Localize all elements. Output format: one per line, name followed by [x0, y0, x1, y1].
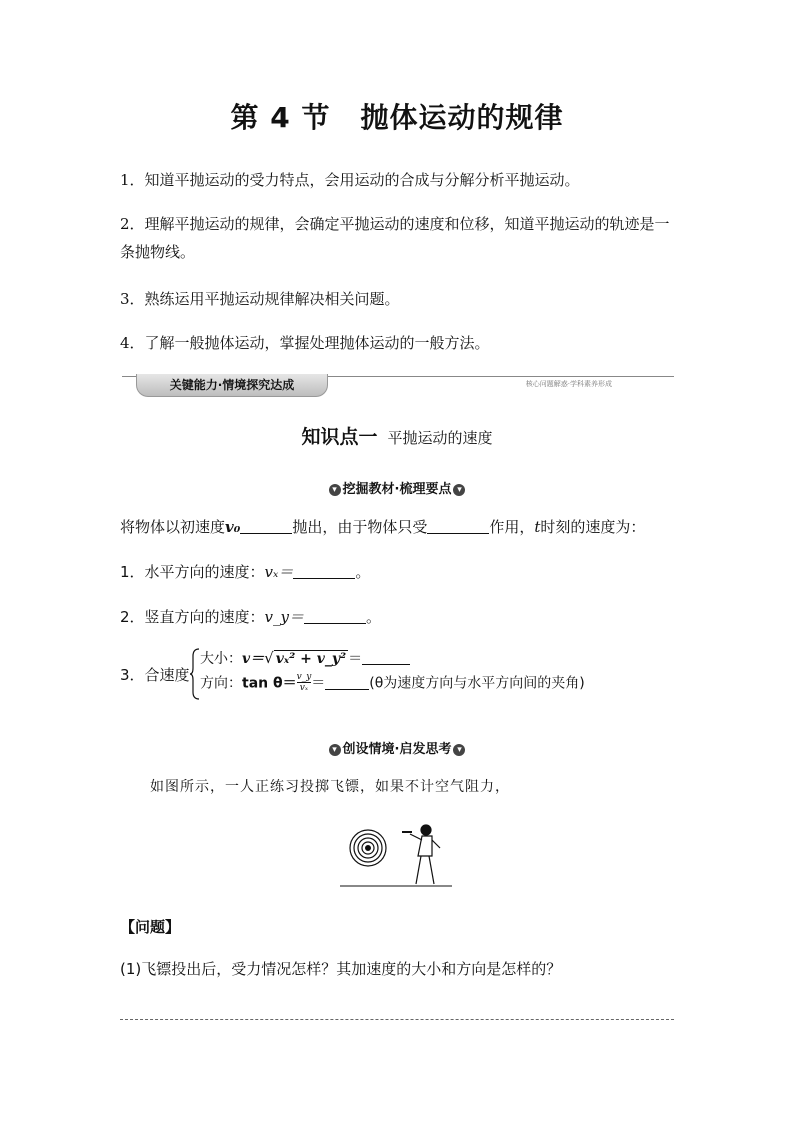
knowledge-point-topic: 平抛运动的速度 [387, 429, 493, 447]
section-number: 第 4 节 [230, 101, 331, 134]
chevron-down-icon: ▾ [329, 484, 341, 496]
item2-label: 2．竖直方向的速度： [120, 608, 265, 626]
fraction-numerator: v_y [296, 672, 312, 682]
magnitude-label: 大小： [200, 651, 242, 667]
subhead-textbook-text: 挖掘教材·梳理要点 [342, 482, 452, 497]
blank-magnitude [362, 650, 410, 665]
vy-symbol: v_y＝ [264, 608, 304, 626]
fraction-denominator: vₓ [299, 683, 309, 693]
vx-symbol: vₓ＝ [264, 563, 294, 581]
item1-label: 1．水平方向的速度： [120, 563, 265, 581]
item-vertical-velocity [120, 606, 381, 627]
magnitude-row [200, 648, 410, 668]
section-banner [122, 372, 674, 398]
person-icon [402, 825, 440, 884]
section-name: 抛体运动的规律 [360, 101, 564, 134]
dart-thrower-illustration [340, 818, 452, 890]
knowledge-point-label: 知识点一 [301, 426, 378, 448]
objective-4: 4．了解一般抛体运动，掌握处理抛体运动的一般方法。 [120, 334, 490, 352]
intro-text-d: 时刻的速度为： [540, 518, 646, 536]
blank-force [427, 519, 489, 534]
chevron-down-icon: ▾ [453, 484, 465, 496]
banner-right-text: 核心问题解惑·学科素养形成 [525, 380, 612, 388]
item2-end: 。 [366, 608, 382, 626]
equals-sign: ＝ [311, 675, 326, 692]
equals-sign: ＝ [348, 651, 363, 667]
item3-label: 3．合速度 [120, 666, 190, 684]
angle-note: (θ为速度方向与水平方向间的夹角) [369, 675, 585, 692]
v0-symbol: v₀ [225, 518, 241, 536]
intro-text-c: 作用， [489, 518, 535, 536]
direction-formula: tan θ＝ [242, 675, 297, 692]
intro-text-a: 将物体以初速度 [120, 518, 226, 536]
objective-3: 3．熟练运用平抛运动规律解决相关问题。 [120, 290, 400, 308]
direction-row [200, 672, 585, 693]
dartboard-icon [350, 830, 386, 866]
item1-end: 。 [355, 563, 371, 581]
fraction [297, 672, 312, 693]
knowledge-point-heading [0, 422, 794, 449]
blank-vy [304, 609, 366, 624]
question-header: 【问题】 [120, 918, 181, 936]
intro-text-b: 抛出，由于物体只受 [292, 518, 428, 536]
blank-vx [293, 564, 355, 579]
magnitude-formula: v＝ [242, 651, 265, 667]
direction-label: 方向： [200, 675, 242, 692]
subhead-scenario-text: 创设情境·启发思考 [342, 742, 452, 757]
t-symbol: t [534, 518, 541, 536]
subhead-scenario [0, 738, 794, 757]
intro-line [120, 516, 645, 537]
blank-direction-angle [325, 675, 369, 690]
objective-2: 2．理解平抛运动的规律，会确定平抛运动的速度和位移，知道平抛运动的轨迹是一条抛物线。 [120, 215, 670, 261]
sqrt-icon: √ [264, 649, 274, 667]
objective-1: 1．知道平抛运动的受力特点，会用运动的合成与分解分析平抛运动。 [120, 171, 580, 189]
question-1: (1)飞镖投出后，受力情况怎样？其加速度的大小和方向是怎样的？ [120, 960, 562, 978]
chevron-down-icon: ▾ [453, 744, 465, 756]
resultant-velocity-block [120, 646, 680, 702]
sqrt-radicand: vₓ² + v_y² [275, 651, 347, 667]
subhead-textbook [0, 478, 794, 497]
chevron-down-icon: ▾ [329, 744, 341, 756]
brace-icon [190, 648, 200, 700]
banner-tab: 关键能力·情境探究达成 [136, 374, 328, 397]
page-title [0, 96, 794, 136]
scenario-text: 如图所示，一人正练习投掷飞镖，如果不计空气阻力， [150, 779, 510, 795]
item-horizontal-velocity [120, 561, 370, 582]
blank-direction [240, 519, 292, 534]
dashed-divider [120, 1019, 674, 1020]
